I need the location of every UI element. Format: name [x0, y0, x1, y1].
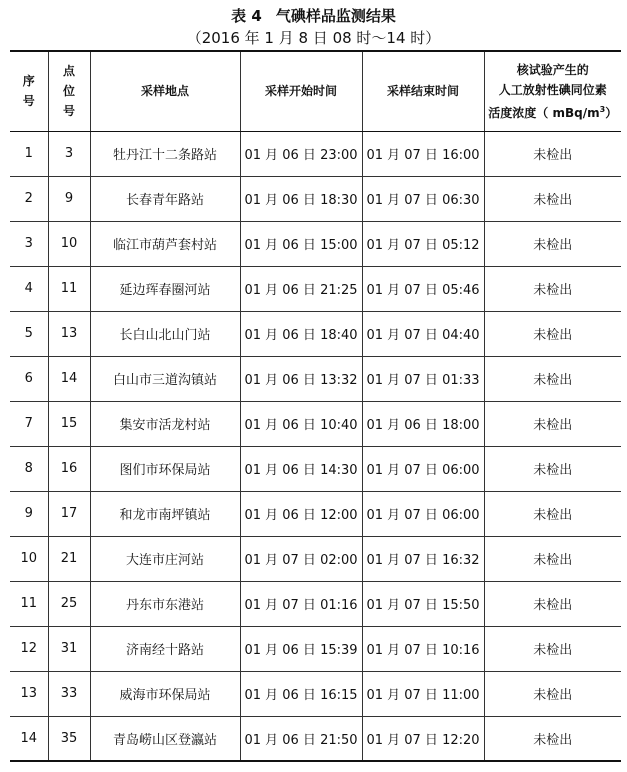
cell-seq: 6 — [10, 356, 48, 401]
cell-start-time: 01 月 07 日 02:00 — [240, 536, 362, 581]
cell-seq: 8 — [10, 446, 48, 491]
cell-end-time: 01 月 07 日 16:00 — [362, 131, 484, 176]
cell-point: 35 — [48, 716, 90, 761]
cell-start-time: 01 月 06 日 13:32 — [240, 356, 362, 401]
table-row — [10, 716, 621, 761]
table-row — [10, 221, 621, 266]
cell-seq: 10 — [10, 536, 48, 581]
cell-point: 16 — [48, 446, 90, 491]
cell-seq: 9 — [10, 491, 48, 536]
cell-result: 未检出 — [484, 266, 621, 311]
table-subtitle: （2016 年 1 月 8 日 08 时～14 时） — [186, 29, 441, 47]
cell-site: 白山市三道沟镇站 — [90, 356, 240, 401]
cell-site: 济南经十路站 — [90, 626, 240, 671]
header-row — [10, 51, 621, 131]
table-number: 表 4 — [231, 7, 262, 25]
cell-result: 未检出 — [484, 671, 621, 716]
cell-end-time: 01 月 07 日 12:20 — [362, 716, 484, 761]
cell-result: 未检出 — [484, 626, 621, 671]
cell-result: 未检出 — [484, 536, 621, 581]
cell-end-time: 01 月 06 日 18:00 — [362, 401, 484, 446]
table-row — [10, 311, 621, 356]
table-row — [10, 446, 621, 491]
cell-end-time: 01 月 07 日 15:50 — [362, 581, 484, 626]
cell-site: 长春青年路站 — [90, 176, 240, 221]
table-row — [10, 581, 621, 626]
cell-site: 丹东市东港站 — [90, 581, 240, 626]
cell-result: 未检出 — [484, 311, 621, 356]
table-row — [10, 536, 621, 581]
cell-start-time: 01 月 06 日 18:30 — [240, 176, 362, 221]
cell-point: 33 — [48, 671, 90, 716]
cell-start-time: 01 月 06 日 21:50 — [240, 716, 362, 761]
cell-point: 17 — [48, 491, 90, 536]
cell-start-time: 01 月 06 日 23:00 — [240, 131, 362, 176]
cell-seq: 14 — [10, 716, 48, 761]
header-point: 点 位 号 — [48, 51, 90, 131]
header-start-time: 采样开始时间 — [240, 51, 362, 131]
cell-point: 9 — [48, 176, 90, 221]
cell-result: 未检出 — [484, 716, 621, 761]
header-result: 核试验产生的 人工放射性碘同位素 活度浓度（ mBq/$m^3$） — [484, 51, 621, 131]
cell-end-time: 01 月 07 日 10:16 — [362, 626, 484, 671]
cell-end-time: 01 月 07 日 04:40 — [362, 311, 484, 356]
cell-start-time: 01 月 07 日 01:16 — [240, 581, 362, 626]
table-title-text: 气碘样品监测结果 — [275, 7, 396, 25]
cell-site: 长白山北山门站 — [90, 311, 240, 356]
cell-site: 青岛崂山区登瀛站 — [90, 716, 240, 761]
cell-result: 未检出 — [484, 581, 621, 626]
cell-result: 未检出 — [484, 446, 621, 491]
cell-site: 牡丹江十二条路站 — [90, 131, 240, 176]
cell-site: 延边珲春圈河站 — [90, 266, 240, 311]
cell-result: 未检出 — [484, 131, 621, 176]
cell-site: 威海市环保局站 — [90, 671, 240, 716]
table-row — [10, 491, 621, 536]
cell-start-time: 01 月 06 日 18:40 — [240, 311, 362, 356]
cell-seq: 4 — [10, 266, 48, 311]
cell-start-time: 01 月 06 日 14:30 — [240, 446, 362, 491]
cell-seq: 7 — [10, 401, 48, 446]
cell-start-time: 01 月 06 日 15:39 — [240, 626, 362, 671]
table-row — [10, 671, 621, 716]
table-row — [10, 266, 621, 311]
cell-end-time: 01 月 07 日 06:00 — [362, 491, 484, 536]
cell-end-time: 01 月 07 日 16:32 — [362, 536, 484, 581]
cell-end-time: 01 月 07 日 06:30 — [362, 176, 484, 221]
cell-start-time: 01 月 06 日 10:40 — [240, 401, 362, 446]
header-seq: 序 号 — [10, 51, 48, 131]
cell-point: 31 — [48, 626, 90, 671]
results-table — [10, 50, 621, 762]
cell-point: 15 — [48, 401, 90, 446]
cell-point: 3 — [48, 131, 90, 176]
cell-result: 未检出 — [484, 491, 621, 536]
cell-point: 11 — [48, 266, 90, 311]
cell-site: 图们市环保局站 — [90, 446, 240, 491]
cell-start-time: 01 月 06 日 12:00 — [240, 491, 362, 536]
table-row — [10, 131, 621, 176]
cell-point: 14 — [48, 356, 90, 401]
cell-point: 10 — [48, 221, 90, 266]
cell-point: 21 — [48, 536, 90, 581]
cell-end-time: 01 月 07 日 05:46 — [362, 266, 484, 311]
cell-seq: 2 — [10, 176, 48, 221]
cell-site: 大连市庄河站 — [90, 536, 240, 581]
cell-start-time: 01 月 06 日 21:25 — [240, 266, 362, 311]
cell-seq: 3 — [10, 221, 48, 266]
cell-site: 和龙市南坪镇站 — [90, 491, 240, 536]
table-row — [10, 626, 621, 671]
cell-result: 未检出 — [484, 176, 621, 221]
cell-site: 集安市活龙村站 — [90, 401, 240, 446]
cell-seq: 13 — [10, 671, 48, 716]
cell-start-time: 01 月 06 日 15:00 — [240, 221, 362, 266]
cell-site: 临江市葫芦套村站 — [90, 221, 240, 266]
header-site: 采样地点 — [90, 51, 240, 131]
cell-seq: 12 — [10, 626, 48, 671]
cell-end-time: 01 月 07 日 11:00 — [362, 671, 484, 716]
cell-end-time: 01 月 07 日 01:33 — [362, 356, 484, 401]
cell-seq: 5 — [10, 311, 48, 356]
cell-seq: 1 — [10, 131, 48, 176]
cell-start-time: 01 月 06 日 16:15 — [240, 671, 362, 716]
cell-end-time: 01 月 07 日 06:00 — [362, 446, 484, 491]
table-title — [0, 7, 627, 25]
cell-point: 25 — [48, 581, 90, 626]
table-row — [10, 356, 621, 401]
cell-result: 未检出 — [484, 356, 621, 401]
cell-result: 未检出 — [484, 401, 621, 446]
cell-end-time: 01 月 07 日 05:12 — [362, 221, 484, 266]
table-body — [10, 131, 621, 761]
cell-point: 13 — [48, 311, 90, 356]
header-end-time: 采样结束时间 — [362, 51, 484, 131]
cell-result: 未检出 — [484, 221, 621, 266]
cell-seq: 11 — [10, 581, 48, 626]
table-row — [10, 176, 621, 221]
table-row — [10, 401, 621, 446]
